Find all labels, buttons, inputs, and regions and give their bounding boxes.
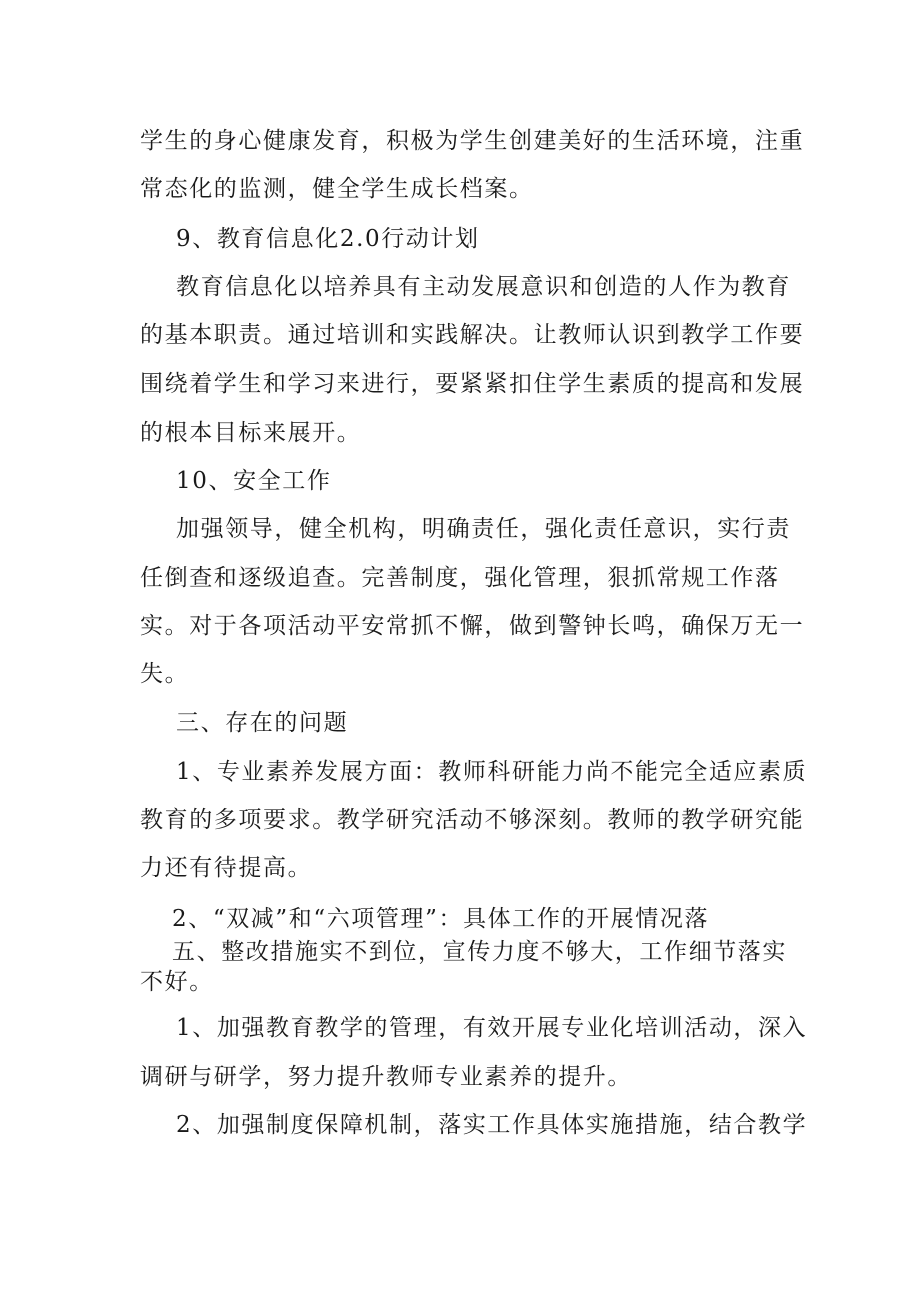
paragraph-line: 五、整改措施实不到位，宣传力度不够大，工作细节落实 bbox=[172, 939, 787, 965]
paragraph-line: 学生的身心健康发育，积极为学生创建美好的生活环境，注重 bbox=[140, 128, 805, 154]
paragraph-line: 1、专业素养发展方面：教师科研能力尚不能完全适应素质 bbox=[176, 759, 808, 785]
paragraph-line: 2、加强制度保障机制，落实工作具体实施措施，结合教学 bbox=[176, 1112, 808, 1138]
paragraph-line: 教育的多项要求。教学研究活动不够深刻。教师的教学研究能 bbox=[140, 807, 805, 833]
section-heading: 9、教育信息化2.0行动计划 bbox=[176, 226, 480, 252]
paragraph-line: 实。对于各项活动平安常抓不懈，做到警钟长鸣，确保万无一 bbox=[140, 613, 805, 639]
section-heading: 三、存在的问题 bbox=[176, 710, 349, 736]
paragraph-line: 围绕着学生和学习来进行，要紧紧扣住学生素质的提高和发展 bbox=[140, 371, 805, 397]
paragraph-line: 的基本职责。通过培训和实践解决。让教师认识到教学工作要 bbox=[140, 322, 805, 348]
paragraph-line: 2、“双减”和“六项管理”：具体工作的开展情况落 bbox=[172, 906, 710, 932]
paragraph-line: 加强领导，健全机构，明确责任，强化责任意识，实行责 bbox=[176, 516, 791, 542]
section-heading: 10、安全工作 bbox=[176, 468, 332, 494]
paragraph-line: 教育信息化以培养具有主动发展意识和创造的人作为教育 bbox=[176, 274, 791, 300]
paragraph-line: 的根本目标来展开。 bbox=[140, 420, 362, 446]
paragraph-line: 调研与研学，努力提升教师专业素养的提升。 bbox=[140, 1064, 632, 1090]
paragraph-line: 任倒查和逐级追查。完善制度，强化管理，狠抓常规工作落 bbox=[140, 565, 780, 591]
paragraph-line: 常态化的监测，健全学生成长档案。 bbox=[140, 176, 534, 202]
paragraph-line: 不好。 bbox=[140, 969, 214, 995]
paragraph-line: 1、加强教育教学的管理，有效开展专业化培训活动，深入 bbox=[176, 1015, 808, 1041]
paragraph-line: 失。 bbox=[140, 661, 190, 687]
paragraph-line: 力还有待提高。 bbox=[140, 855, 313, 881]
